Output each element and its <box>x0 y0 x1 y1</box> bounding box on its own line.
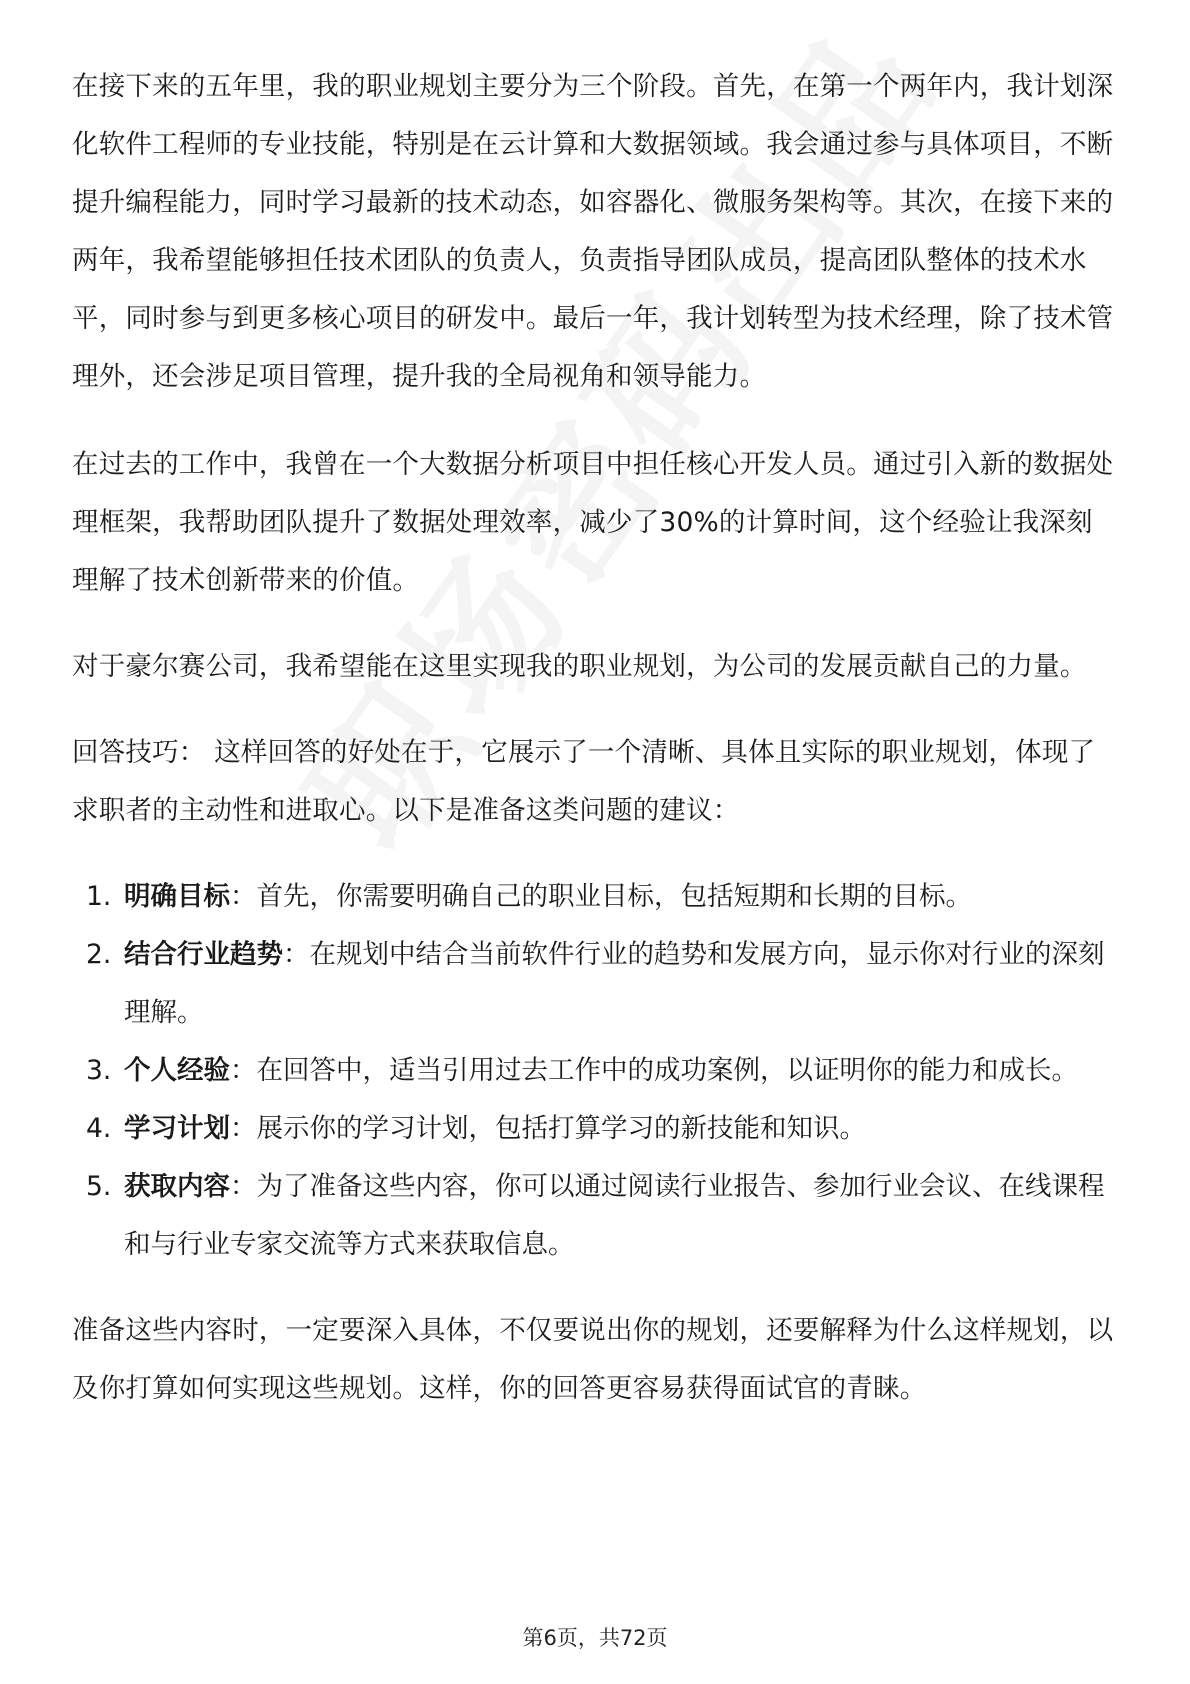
document-body <box>72 58 1118 1446</box>
list-item <box>72 868 1118 926</box>
list-item <box>72 1158 1118 1274</box>
page-number: 第6页，共72页 <box>522 1626 668 1650</box>
list-term: 明确目标 <box>124 881 230 912</box>
paragraph-closing: 准备这些内容时，一定要深入具体，不仅要说出你的规划，还要解释为什么这样规划，以及你打算如何实现这些规划。这样，你的回答更容易获得面试官的青睐。 <box>72 1315 1114 1404</box>
list-text: ：展示你的学习计划，包括打算学习的新技能和知识。 <box>230 1113 866 1144</box>
list-term: 个人经验 <box>124 1055 230 1086</box>
list-item <box>72 1042 1118 1100</box>
list-item <box>72 1100 1118 1158</box>
list-number: 4. <box>86 1113 112 1144</box>
list-text: ：首先，你需要明确自己的职业目标，包括短期和长期的目标。 <box>230 881 972 912</box>
list-term: 学习计划 <box>124 1113 230 1144</box>
list-item <box>72 926 1118 1042</box>
list-number: 5. <box>86 1171 112 1202</box>
list-text: ：在回答中，适当引用过去工作中的成功案例，以证明你的能力和成长。 <box>230 1055 1078 1086</box>
list-number: 3. <box>86 1055 112 1086</box>
list-term: 结合行业趋势 <box>124 939 283 970</box>
list-term: 获取内容 <box>124 1171 230 1202</box>
paragraph-career-plan: 在接下来的五年里，我的职业规划主要分为三个阶段。首先，在第一个两年内，我计划深化软件工程师的专业技能，特别是在云计算和大数据领域。我会通过参与具体项目，不断提升编程能力，同时学习最新的技术动态，如容器化、微服务架构等。其次，在接下来的两年，我希望能够担任技术团队的负责人，负责指导团队成员，提高团队整体的技术水平，同时参与到更多核心项目的研发中。最后一年，我计划转型为技术经理，除了技术管理外，还会涉足项目管理，提升我的全局视角和领导能力。 <box>72 71 1114 392</box>
list-text: ：为了准备这些内容，你可以通过阅读行业报告、参加行业会议、在线课程和与行业专家交流等方式来获取信息。 <box>124 1171 1105 1260</box>
tips-list <box>72 868 1118 1274</box>
list-text: ：在规划中结合当前软件行业的趋势和发展方向，显示你对行业的深刻理解。 <box>124 939 1105 1028</box>
paragraph-experience: 在过去的工作中，我曾在一个大数据分析项目中担任核心开发人员。通过引入新的数据处理框架，我帮助团队提升了数据处理效率，减少了30%的计算时间，这个经验让我深刻理解了技术创新带来的价值。 <box>72 449 1114 596</box>
list-number: 1. <box>86 881 112 912</box>
paragraph-company: 对于豪尔赛公司，我希望能在这里实现我的职业规划，为公司的发展贡献自己的力量。 <box>72 651 1087 682</box>
paragraph-answer-tips: 回答技巧： 这样回答的好处在于，它展示了一个清晰、具体且实际的职业规划，体现了求职者的主动性和进取心。以下是准备这类问题的建议： <box>72 737 1096 826</box>
list-number: 2. <box>86 939 112 970</box>
